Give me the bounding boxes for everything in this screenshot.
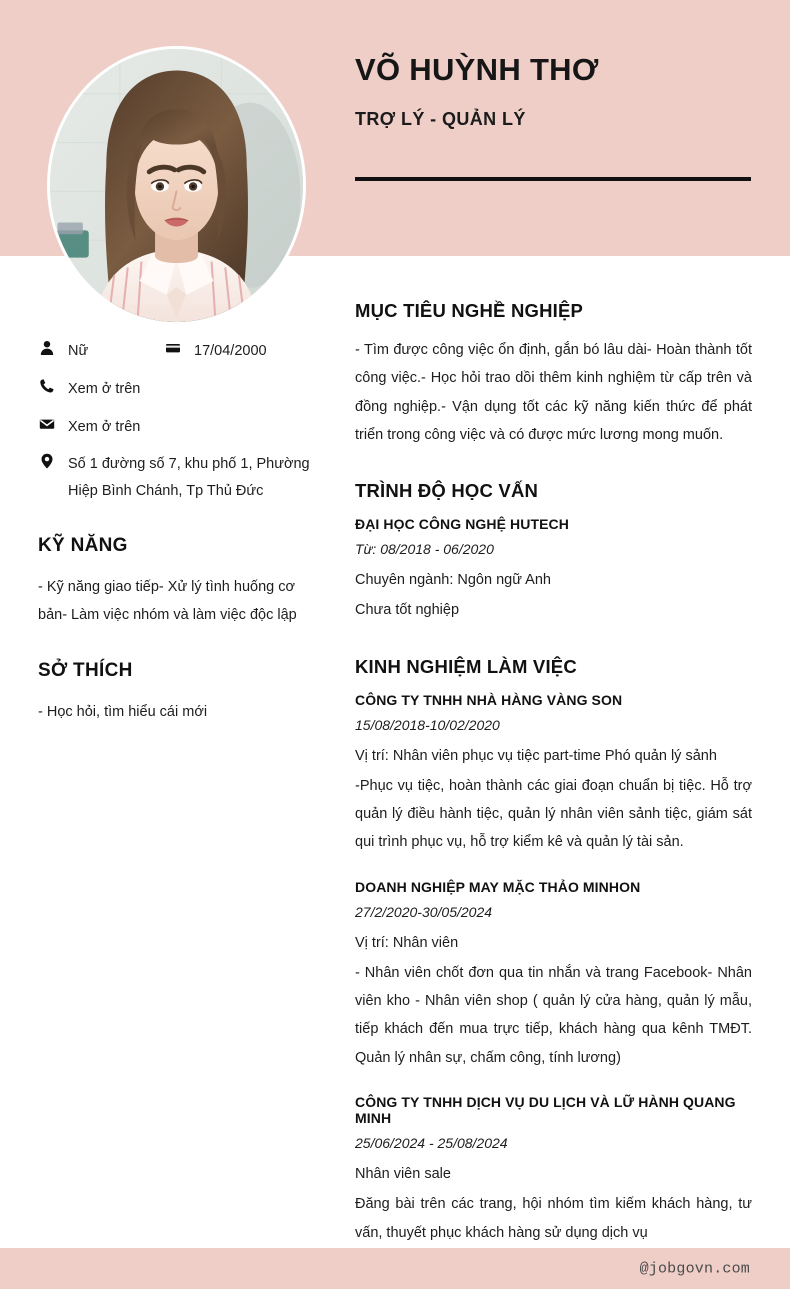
experience-org: CÔNG TY TNHH DỊCH VỤ DU LỊCH VÀ LỮ HÀNH QUANG MINH <box>355 1093 736 1126</box>
experience-heading: KINH NGHIỆM LÀM VIỆC <box>355 655 577 677</box>
main-content <box>355 300 752 1247</box>
location-pin-icon <box>38 452 56 470</box>
education-major: Chuyên ngành: Ngôn ngữ Anh <box>355 572 551 589</box>
job-title: TRỢ LÝ - QUẢN LÝ <box>355 108 526 129</box>
calendar-icon <box>164 339 182 357</box>
footer-band <box>0 1248 790 1289</box>
experience-date: 15/08/2018-10/02/2020 <box>355 716 500 733</box>
person-icon <box>38 339 56 357</box>
experience-position: Vị trí: Nhân viên phục vụ tiệc part-time Phó quản lý sảnh <box>355 747 717 764</box>
hobbies-heading: SỞ THÍCH <box>38 659 133 681</box>
contact-value-email: Xem ở trên <box>68 418 141 435</box>
experience-description: - Nhân viên chốt đơn qua tin nhắn và trang Facebook- Nhân viên kho - Nhân viên shop ( quản lý cửa hàng, quản lý mẫu, tiếp khách đến mua trực tiếp, khách hàng qua kênh TMĐT. Quản lý nhân sự, chấm công, tính lương) <box>355 964 752 1066</box>
portrait-photo <box>50 49 303 322</box>
sidebar <box>38 338 324 726</box>
education-heading: TRÌNH ĐỘ HỌC VẤN <box>355 480 539 502</box>
avatar <box>47 46 306 325</box>
contact-row-address <box>38 451 324 505</box>
phone-icon <box>38 377 56 395</box>
contact-value-gender: Nữ <box>68 343 89 359</box>
header-identity <box>355 52 755 130</box>
experience-date: 27/2/2020-30/05/2024 <box>355 903 493 920</box>
watermark: @jobgovn.com <box>639 1260 750 1277</box>
experience-position: Vị trí: Nhân viên <box>355 934 459 951</box>
envelope-icon <box>38 415 56 433</box>
education-status: Chưa tốt nghiệp <box>355 602 460 619</box>
experience-org: CÔNG TY TNHH NHÀ HÀNG VÀNG SON <box>355 691 623 708</box>
objective-heading: MỤC TIÊU NGHỀ NGHIỆP <box>355 300 584 321</box>
experience-position: Nhân viên sale <box>355 1165 451 1182</box>
contact-value-phone: Xem ở trên <box>68 380 141 397</box>
hobbies-body: - Học hỏi, tìm hiểu cái mới <box>38 703 208 720</box>
education-school: ĐẠI HỌC CÔNG NGHỆ HUTECH <box>355 516 569 533</box>
experience-org: DOANH NGHIỆP MAY MẶC THẢO MINHON <box>355 878 641 895</box>
experience-entry <box>355 879 752 1072</box>
skills-heading: KỸ NĂNG <box>38 535 128 557</box>
education-entry <box>355 516 752 625</box>
page-title: VÕ HUỲNH THƠ <box>355 52 599 87</box>
experience-date: 25/06/2024 - 25/08/2024 <box>355 1134 508 1151</box>
contact-row-phone <box>38 376 324 403</box>
education-date: Từ: 08/2018 - 06/2020 <box>355 541 494 558</box>
experience-entry <box>355 1094 752 1247</box>
header-divider-rule <box>355 177 751 181</box>
experience-entry <box>355 692 752 857</box>
experience-description: Đăng bài trên các trang, hội nhóm tìm kiếm khách hàng, tư vấn, thuyết phục khách hàng sử dụng dịch vụ <box>355 1196 752 1241</box>
contact-list <box>38 338 324 505</box>
contact-row-gender-birthday <box>38 338 324 365</box>
experience-description: -Phục vụ tiệc, hoàn thành các giai đoạn chuẩn bị tiệc. Hỗ trợ quản lý điều hành tiệc, quản lý nhân viên sảnh tiệc, giám sát qui trình phục vụ, hỗ trợ kiểm kê và quản lý tài sản. <box>355 777 752 851</box>
contact-value-address: Số 1 đường số 7, khu phố 1, Phường Hiệp Bình Chánh, Tp Thủ Đức <box>68 456 310 500</box>
contact-row-email <box>38 414 324 441</box>
skills-body: - Kỹ năng giao tiếp- Xử lý tình huống cơ bản- Làm việc nhóm và làm việc độc lập <box>38 579 297 624</box>
contact-value-birthday: 17/04/2000 <box>194 343 267 359</box>
objective-body: - Tìm được công việc ổn định, gắn bó lâu dài- Hoàn thành tốt công việc.- Học hỏi trao dồi thêm kinh nghiệm từ cấp trên và đồng nghiệp.- Vận dụng tốt các kỹ năng kiến thức để phát triển trong công việc và có được mức lương mong muốn. <box>355 342 752 443</box>
